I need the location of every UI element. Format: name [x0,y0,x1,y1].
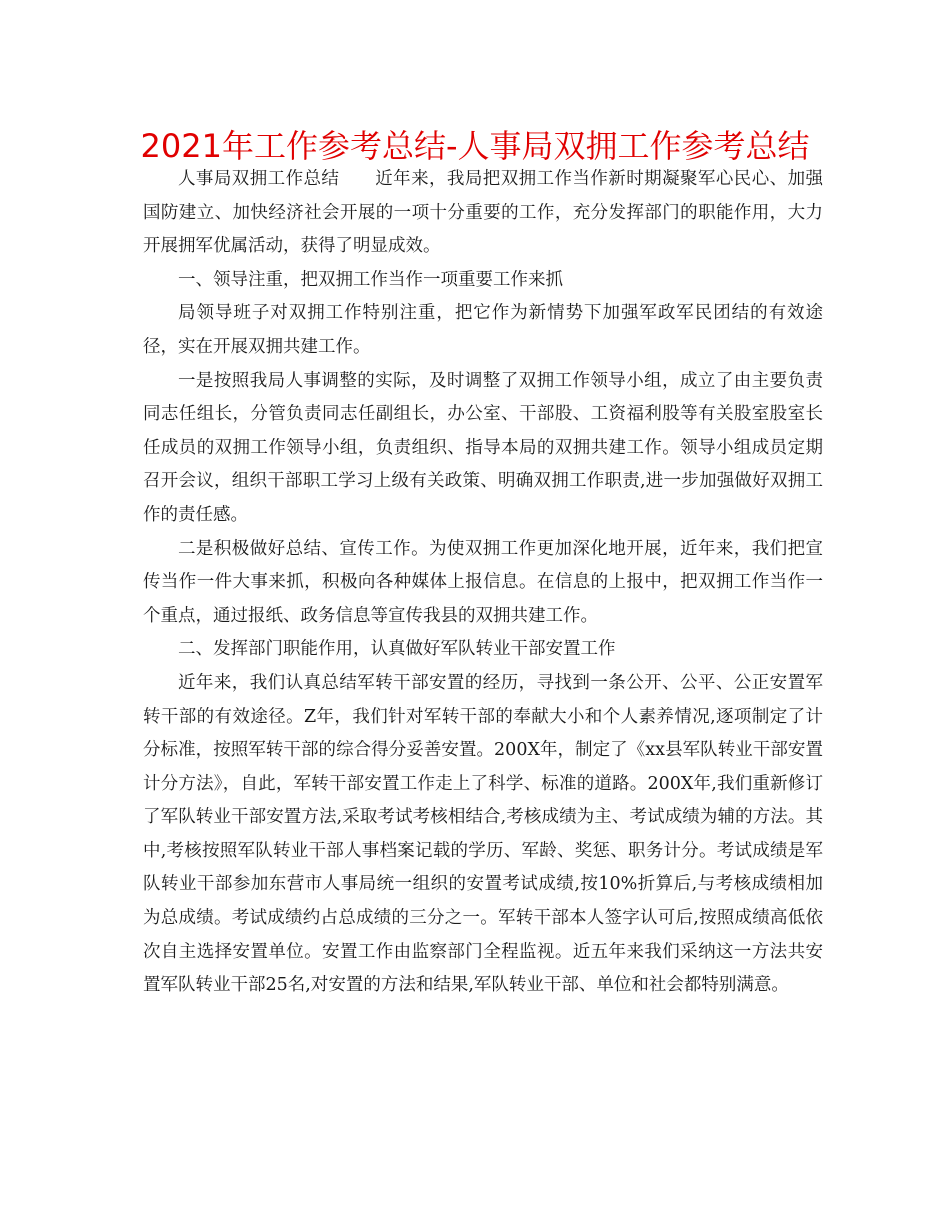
paragraph: 局领导班子对双拥工作特别注重，把它作为新情势下加强军政军民团结的有效途径，实在开展双拥共建工作。 [143,303,823,357]
document-body [143,163,823,1003]
paragraph: 二是积极做好总结、宣传工作。为使双拥工作更加深化地开展，近年来，我们把宣传当作一件大事来抓，积极向各种媒体上报信息。在信息的上报中，把双拥工作当作一个重点，通过报纸、政务信息等宣传我县的双拥共建工作。 [143,538,823,626]
section-heading-1: 一、领导注重，把双拥工作当作一项重要工作来抓 [178,269,563,290]
paragraph: 一是按照我局人事调整的实际，及时调整了双拥工作领导小组，成立了由主要负责同志任组长，分管负责同志任副组长，办公室、干部股、工资福利股等有关股室股室长任成员的双拥工作领导小组，负责组织、指导本局的双拥共建工作。领导小组成员定期召开会议，组织干部职工学习上级有关政策、明确双拥工作职责,进一步加强做好双拥工作的责任感。 [143,370,823,525]
document-title: 2021年工作参考总结-人事局双拥工作参考总结 [140,127,810,165]
paragraph: 近年来，我们认真总结军转干部安置的经历，寻找到一条公开、公平、公正安置军转干部的有效途径。Z年，我们针对军转干部的奉献大小和个人素养情况,逐项制定了计分标准，按照军转干部的综合得分妥善安置。200X年，制定了《xx县军队转业干部安置计分方法》，自此，军转干部安置工作走上了科学、标准的道路。200X年,我们重新修订了军队转业干部安置方法,采取考试考核相结合,考核成绩为主、考试成绩为辅的方法。其中,考核按照军队转业干部人事档案记载的学历、军龄、奖惩、职务计分。考试成绩是军队转业干部参加东营市人事局统一组织的安置考试成绩,按10%折算后,与考核成绩相加为总成绩。考试成绩约占总成绩的三分之一。军转干部本人签字认可后,按照成绩高低依次自主选择安置单位。安置工作由监察部门全程监视。近五年来我们采纳这一方法共安置军队转业干部25名,对安置的方法和结果,军队转业干部、单位和社会都特别满意。 [143,672,823,996]
section-heading-2: 二、发挥部门职能作用，认真做好军队转业干部安置工作 [178,639,616,660]
paragraph-intro: 人事局双拥工作总结 近年来，我局把双拥工作当作新时期凝聚军心民心、加强国防建立、加快经济社会开展的一项十分重要的工作，充分发挥部门的职能作用，大力开展拥军优属活动，获得了明显成效。 [143,169,823,257]
